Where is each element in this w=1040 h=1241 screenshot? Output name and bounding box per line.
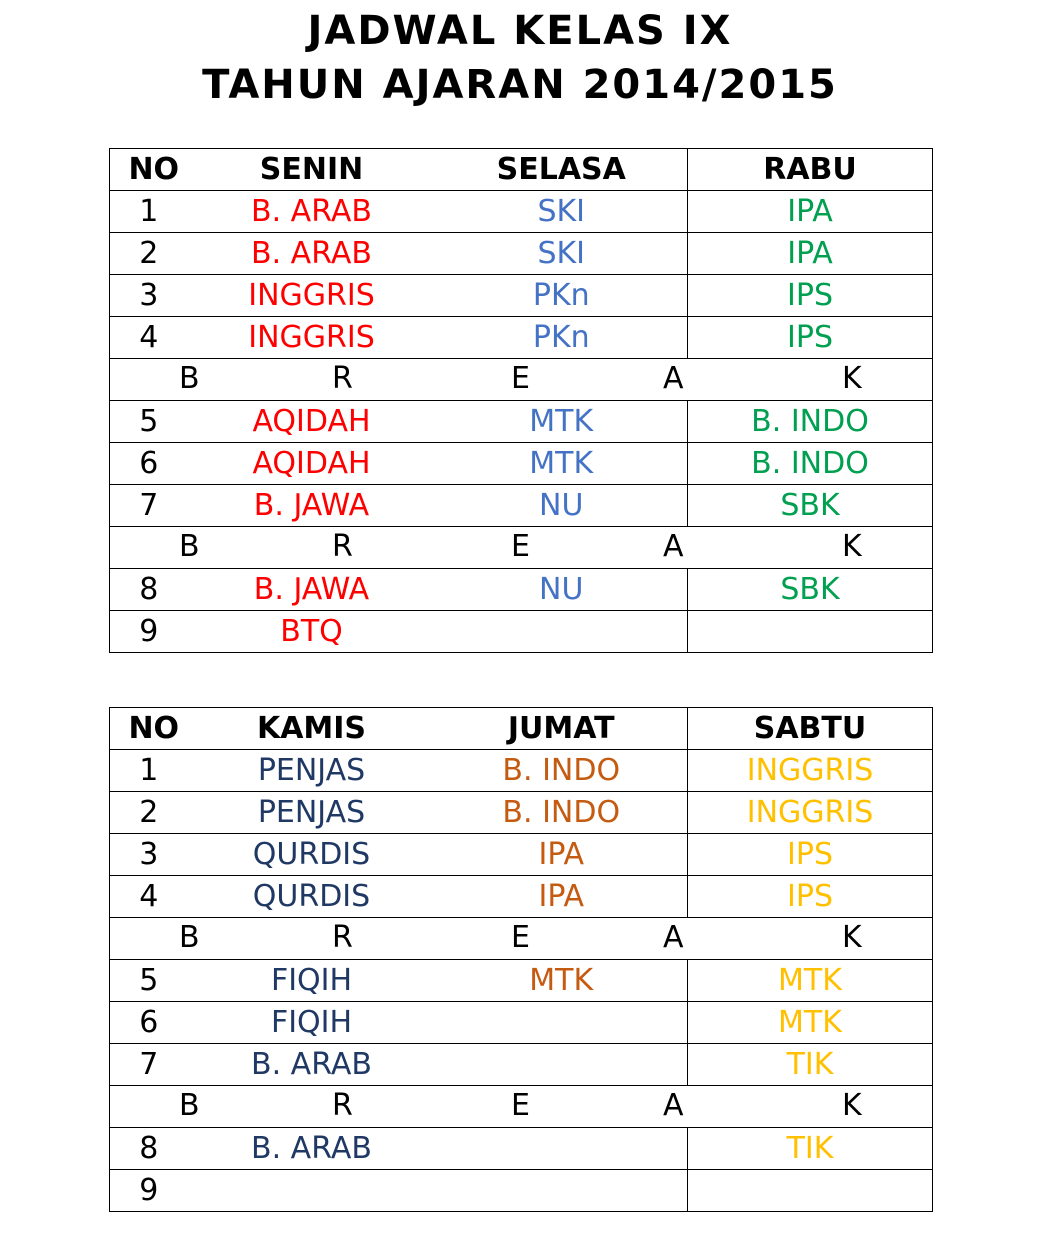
break-letter: E [511,361,530,396]
break-letter: E [511,529,530,564]
senin-subject: AQIDAH [252,403,371,439]
break-letter: K [842,529,862,564]
break-row [110,1086,933,1128]
rabu-subject: SBK [780,571,840,607]
table-row [110,1128,933,1170]
jumat-subject: B. INDO [436,750,688,792]
table-row [110,401,933,443]
break-letter: A [663,1088,684,1123]
table-row [110,750,933,792]
break-letter: R [332,1088,353,1123]
row-number: 5 [139,403,159,439]
rabu-subject: IPS [787,319,833,355]
row-number: 7 [139,1046,159,1082]
table-row [110,569,933,611]
break-letter: R [332,529,353,564]
table-row [110,317,933,359]
table-row [110,1044,933,1086]
kamis-subject: FIQIH [270,962,353,998]
header-no: NO [128,151,180,187]
row-number: 4 [139,319,159,355]
senin-subject: INGGRIS [248,319,375,355]
header-rabu: RABU [763,151,857,187]
sabtu-subject: IPS [787,836,833,872]
jumat-subject [436,1044,688,1086]
selasa-subject: NU [436,569,688,611]
row-number: 6 [139,1004,159,1040]
jumat-subject: MTK [436,960,688,1002]
jumat-subject [436,1128,688,1170]
senin-subject: B. JAWA [253,571,370,607]
kamis-subject: B. ARAB [251,1130,372,1166]
header-senin: SENIN [259,151,364,187]
break-letter: B [179,920,200,955]
sabtu-subject: MTK [778,1004,842,1040]
break-letter: B [179,361,200,396]
sabtu-subject: INGGRIS [746,752,874,788]
table-row [110,792,933,834]
table-row [110,443,933,485]
kamis-subject: FIQIH [270,1004,353,1040]
selasa-subject: SKI [436,233,688,275]
break-letter: R [332,361,353,396]
selasa-subject [436,611,688,653]
sabtu-subject: MTK [778,962,842,998]
table-row [110,1170,933,1212]
rabu-subject: IPA [787,235,833,271]
header-selasa: SELASA [436,149,688,191]
schedule-table-kamis-sabtu [109,707,933,1212]
table-row [110,960,933,1002]
table-row [110,611,933,653]
table-row [110,191,933,233]
row-number: 1 [139,752,159,788]
rabu-subject: IPS [787,277,833,313]
jumat-subject [436,1002,688,1044]
selasa-subject: NU [436,485,688,527]
selasa-subject: MTK [436,443,688,485]
table-row [110,233,933,275]
break-letter: A [663,361,684,396]
row-number: 9 [139,1172,159,1208]
table-header-row [110,149,933,191]
rabu-subject: SBK [780,487,840,523]
row-number: 8 [139,571,159,607]
senin-subject: BTQ [280,613,343,649]
row-number: 8 [139,1130,159,1166]
break-row [110,527,933,569]
kamis-subject: QURDIS [252,878,371,914]
senin-subject: B. JAWA [253,487,370,523]
break-letter: B [179,529,200,564]
jumat-subject [436,1170,688,1212]
rabu-subject: B. INDO [751,445,869,481]
sabtu-subject: INGGRIS [746,794,874,830]
table-row [110,834,933,876]
table-header-row [110,708,933,750]
break-letter: K [842,361,862,396]
sabtu-subject: TIK [786,1046,834,1082]
row-number: 3 [139,277,159,313]
break-letter: K [842,1088,862,1123]
header-sabtu: SABTU [753,710,867,746]
row-number: 2 [139,235,159,271]
header-kamis: KAMIS [256,710,367,746]
kamis-subject: PENJAS [257,794,366,830]
schedule-table-senin-rabu [109,148,933,653]
header-no: NO [128,710,180,746]
row-number: 3 [139,836,159,872]
header-jumat: JUMAT [436,708,688,750]
page-title: JADWAL KELAS IX [307,8,733,54]
senin-subject: AQIDAH [252,445,371,481]
break-letter: R [332,920,353,955]
table-row [110,876,933,918]
rabu-subject: IPA [787,193,833,229]
selasa-subject: PKn [436,275,688,317]
break-letter: B [179,1088,200,1123]
row-number: 1 [139,193,159,229]
rabu-subject: B. INDO [751,403,869,439]
sabtu-subject: IPS [787,878,833,914]
selasa-subject: SKI [436,191,688,233]
break-letter: A [663,920,684,955]
jumat-subject: B. INDO [436,792,688,834]
table-row [110,485,933,527]
jumat-subject: IPA [436,876,688,918]
row-number: 4 [139,878,159,914]
row-number: 9 [139,613,159,649]
table-row [110,1002,933,1044]
kamis-subject: QURDIS [252,836,371,872]
page-subtitle: TAHUN AJARAN 2014/2015 [202,62,838,108]
selasa-subject: PKn [436,317,688,359]
table-row [110,275,933,317]
row-number: 6 [139,445,159,481]
break-row [110,918,933,960]
row-number: 2 [139,794,159,830]
selasa-subject: MTK [436,401,688,443]
kamis-subject: B. ARAB [251,1046,372,1082]
senin-subject: INGGRIS [248,277,375,313]
jumat-subject: IPA [436,834,688,876]
senin-subject: B. ARAB [251,193,372,229]
senin-subject: B. ARAB [251,235,372,271]
row-number: 7 [139,487,159,523]
sabtu-subject [688,1170,933,1212]
break-letter: E [511,920,530,955]
sabtu-subject: TIK [786,1130,834,1166]
rabu-subject [688,611,933,653]
break-letter: K [842,920,862,955]
break-row [110,359,933,401]
row-number: 5 [139,962,159,998]
break-letter: E [511,1088,530,1123]
kamis-subject [188,1170,436,1212]
break-letter: A [663,529,684,564]
kamis-subject: PENJAS [257,752,366,788]
